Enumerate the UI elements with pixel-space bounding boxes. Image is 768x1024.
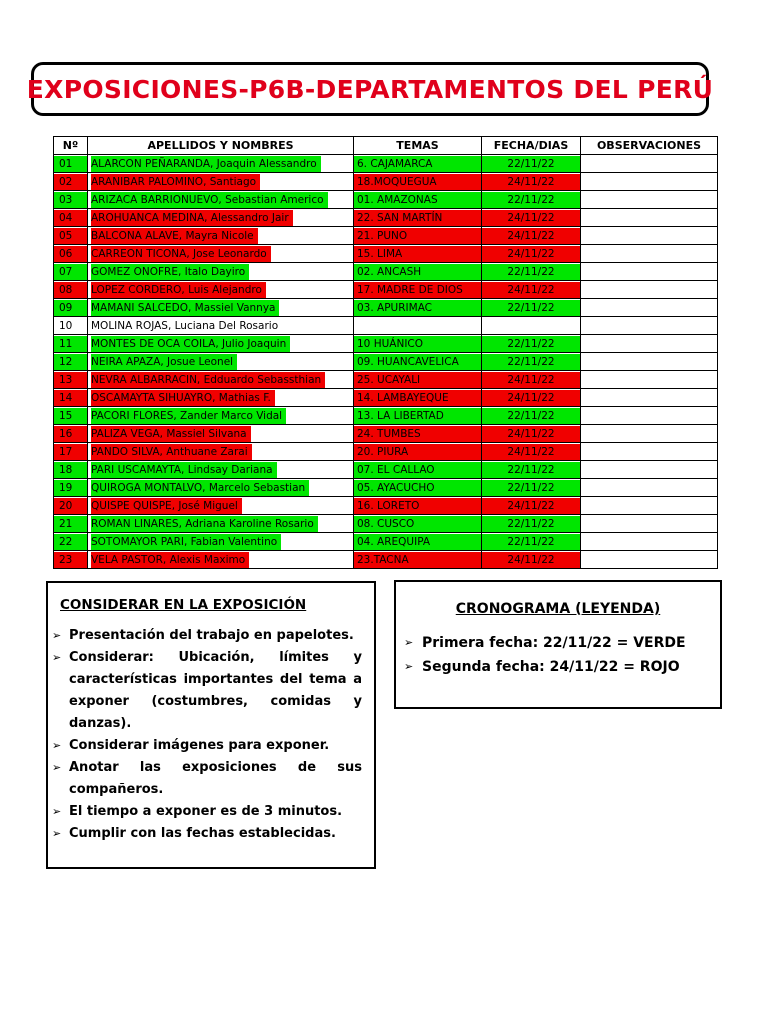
- table-row: [54, 227, 718, 245]
- arrow-bullet-icon: ➢: [52, 761, 62, 774]
- table-row: [54, 371, 718, 389]
- row-number: 11: [54, 336, 87, 352]
- row-fecha: 24/11/22: [482, 210, 580, 226]
- row-name-cell: [88, 444, 353, 460]
- row-tema: 23.TACNA: [354, 552, 481, 568]
- row-number: 01: [54, 156, 87, 172]
- row-name: MONTES DE OCA COILA, Julio Joaquin: [91, 336, 290, 352]
- row-number: 03: [54, 192, 87, 208]
- header-num: Nº: [54, 137, 88, 155]
- row-number: 21: [54, 516, 87, 532]
- row-obs: [581, 498, 717, 514]
- row-name-cell: [88, 282, 353, 298]
- row-number: 16: [54, 426, 87, 442]
- page-title: EXPOSICIONES-P6B-DEPARTAMENTOS DEL PERÚ: [26, 74, 714, 104]
- row-number: 04: [54, 210, 87, 226]
- considerar-box: [46, 581, 376, 869]
- row-number: 10: [59, 319, 73, 332]
- row-fecha: 24/11/22: [482, 426, 580, 442]
- row-number: 09: [54, 300, 87, 316]
- row-number: 07: [54, 264, 87, 280]
- table-row: [54, 245, 718, 263]
- row-obs: [581, 462, 717, 478]
- row-fecha: [482, 318, 580, 334]
- table-row: [54, 533, 718, 551]
- row-number: 05: [54, 228, 87, 244]
- row-name: OSCAMAYTA SIHUAYRO, Mathias F.: [91, 390, 275, 406]
- row-tema: 04. AREQUIPA: [354, 534, 481, 550]
- row-obs: [581, 408, 717, 424]
- row-name-cell: [88, 192, 353, 208]
- row-fecha: 22/11/22: [482, 534, 580, 550]
- cronograma-list: [404, 631, 720, 679]
- table-row: [54, 443, 718, 461]
- row-name-cell: [88, 534, 353, 550]
- row-tema: 16. LORETO: [354, 498, 481, 514]
- table-row: [54, 407, 718, 425]
- row-name: VELA PASTOR, Alexis Maximo: [91, 552, 249, 568]
- row-number: 20: [54, 498, 87, 514]
- row-tema: 20. PIURA: [354, 444, 481, 460]
- row-fecha: 24/11/22: [482, 174, 580, 190]
- row-number: 12: [54, 354, 87, 370]
- arrow-bullet-icon: ➢: [52, 651, 62, 664]
- row-name: ALARCON PEÑARANDA, Joaquin Alessandro: [91, 156, 321, 172]
- row-name-cell: [88, 300, 353, 316]
- row-name: PACORI FLORES, Zander Marco Vidal: [91, 408, 286, 424]
- row-obs: [581, 444, 717, 460]
- table-row: [54, 155, 718, 173]
- row-obs: [581, 552, 717, 568]
- row-tema: 15. LIMA: [354, 246, 481, 262]
- header-obs: OBSERVACIONES: [581, 137, 718, 155]
- table-row: [54, 299, 718, 317]
- row-name: PALIZA VEGA, Massiel Silvana: [91, 426, 251, 442]
- arrow-bullet-icon: ➢: [52, 827, 62, 840]
- row-obs: [581, 336, 717, 352]
- row-tema: 22. SAN MARTÍN: [354, 210, 481, 226]
- row-obs: [581, 246, 717, 262]
- row-obs: [581, 354, 717, 370]
- table-row: [54, 191, 718, 209]
- row-name-cell: [88, 516, 353, 532]
- row-name: MOLINA ROJAS, Luciana Del Rosario: [91, 319, 279, 332]
- table-body: [54, 155, 718, 569]
- row-name: PANDO SILVA, Anthuane Zarai: [91, 444, 252, 460]
- list-item: ➢ Presentación del trabajo en papelotes.: [52, 625, 362, 647]
- row-number: 06: [54, 246, 87, 262]
- row-name-cell: [88, 552, 353, 568]
- row-fecha: 22/11/22: [482, 300, 580, 316]
- row-tema: 02. ANCASH: [354, 264, 481, 280]
- row-name-cell: [88, 354, 353, 370]
- row-name-cell: [88, 156, 353, 172]
- table-row: [54, 281, 718, 299]
- row-obs: [581, 390, 717, 406]
- row-tema: 09. HUANCAVELICA: [354, 354, 481, 370]
- row-fecha: 24/11/22: [482, 390, 580, 406]
- row-name-cell: [88, 426, 353, 442]
- row-tema: 03. APURIMAC: [354, 300, 481, 316]
- considerar-list: [52, 625, 362, 845]
- list-item: ➢ Considerar: Ubicación, límites y características importantes del tema a exponer (costumbres, comidas y danzas).: [52, 647, 362, 735]
- header-fecha: FECHA/DIAS: [482, 137, 581, 155]
- row-name: ARIZACA BARRIONUEVO, Sebastian Americo: [91, 192, 328, 208]
- row-name: MAMANI SALCEDO, Massiel Vannya: [91, 300, 279, 316]
- row-fecha: 22/11/22: [482, 192, 580, 208]
- row-name-cell: [88, 336, 353, 352]
- row-name-cell: [88, 390, 353, 406]
- row-obs: [581, 174, 717, 190]
- row-tema: 10 HUÁNICO: [354, 336, 481, 352]
- row-fecha: 24/11/22: [482, 552, 580, 568]
- arrow-bullet-icon: ➢: [404, 636, 414, 649]
- row-obs: [581, 282, 717, 298]
- row-obs: [581, 156, 717, 172]
- list-item: ➢ El tiempo a exponer es de 3 minutos.: [52, 801, 362, 823]
- header-tema: TEMAS: [354, 137, 482, 155]
- row-fecha: 22/11/22: [482, 462, 580, 478]
- table-row: [54, 497, 718, 515]
- row-fecha: 22/11/22: [482, 336, 580, 352]
- row-obs: [581, 192, 717, 208]
- legend-item-green: ➢ Primera fecha: 22/11/22 = VERDE: [404, 631, 720, 655]
- row-name-cell: [88, 246, 353, 262]
- row-name: QUIROGA MONTALVO, Marcelo Sebastian: [91, 480, 309, 496]
- row-fecha: 22/11/22: [482, 516, 580, 532]
- table-row: [54, 173, 718, 191]
- row-tema: 07. EL CALLAO: [354, 462, 481, 478]
- table-row: [54, 389, 718, 407]
- row-tema: 14. LAMBAYEQUE: [354, 390, 481, 406]
- row-number: 02: [54, 174, 87, 190]
- title-box: [26, 62, 714, 116]
- row-obs: [581, 426, 717, 442]
- row-name-cell: [88, 210, 353, 226]
- cronograma-box: [394, 580, 722, 709]
- row-number: 18: [54, 462, 87, 478]
- row-obs: [581, 210, 717, 226]
- row-tema: 05. AYACUCHO: [354, 480, 481, 496]
- row-fecha: 24/11/22: [482, 498, 580, 514]
- row-number: 22: [54, 534, 87, 550]
- row-obs: [581, 534, 717, 550]
- table-row: [54, 263, 718, 281]
- row-name: LOPEZ CORDERO, Luis Alejandro: [91, 282, 266, 298]
- row-fecha: 22/11/22: [482, 354, 580, 370]
- table-header-row: [54, 137, 718, 155]
- row-tema: [354, 318, 481, 334]
- row-obs: [581, 264, 717, 280]
- row-name: AROHUANCA MEDINA, Alessandro Jair: [91, 210, 293, 226]
- table-row: [54, 353, 718, 371]
- list-item: ➢ Considerar imágenes para exponer.: [52, 735, 362, 757]
- row-name-cell: [88, 462, 353, 478]
- row-obs: [581, 318, 717, 334]
- row-name: NEIRA APAZA, Josue Leonel: [91, 354, 237, 370]
- arrow-bullet-icon: ➢: [52, 805, 62, 818]
- row-obs: [581, 300, 717, 316]
- header-name: APELLIDOS Y NOMBRES: [88, 137, 354, 155]
- row-name: ARANIBAR PALOMINO, Santiago: [91, 174, 260, 190]
- row-obs: [581, 372, 717, 388]
- row-tema: 24. TUMBES: [354, 426, 481, 442]
- row-name: PARI USCAMAYTA, Lindsay Dariana: [91, 462, 277, 478]
- row-tema: 21. PUNO: [354, 228, 481, 244]
- row-number: 14: [54, 390, 87, 406]
- row-fecha: 22/11/22: [482, 264, 580, 280]
- table-row: [54, 479, 718, 497]
- row-number: 08: [54, 282, 87, 298]
- row-fecha: 22/11/22: [482, 480, 580, 496]
- considerar-title: CONSIDERAR EN LA EXPOSICIÓN: [60, 597, 307, 613]
- row-number: 15: [54, 408, 87, 424]
- table-row: [54, 461, 718, 479]
- row-number: 23: [54, 552, 87, 568]
- list-item: ➢ Anotar las exposiciones de sus compañeros.: [52, 757, 362, 801]
- row-name: NEVRA ALBARRACIN, Edduardo Sebassthian: [91, 372, 325, 388]
- row-fecha: 24/11/22: [482, 246, 580, 262]
- row-name: QUISPE QUISPE, José Miguel: [91, 498, 242, 514]
- row-number: 19: [54, 480, 87, 496]
- row-tema: 25. UCAYALI: [354, 372, 481, 388]
- table-row: [54, 425, 718, 443]
- row-name-cell: [88, 264, 353, 280]
- table-row: [54, 209, 718, 227]
- row-tema: 13. LA LIBERTAD: [354, 408, 481, 424]
- row-fecha: 24/11/22: [482, 444, 580, 460]
- table-row: [54, 317, 718, 335]
- legend-item-red: ➢ Segunda fecha: 24/11/22 = ROJO: [404, 655, 720, 679]
- row-name-cell: [88, 372, 353, 388]
- row-tema: 01. AMAZONAS: [354, 192, 481, 208]
- row-name: CARREON TICONA, Jose Leonardo: [91, 246, 271, 262]
- row-number: 13: [54, 372, 87, 388]
- students-table: [53, 136, 718, 569]
- row-fecha: 24/11/22: [482, 372, 580, 388]
- row-name-cell: [88, 174, 353, 190]
- table-row: [54, 335, 718, 353]
- row-name-cell: [88, 480, 353, 496]
- arrow-bullet-icon: ➢: [52, 739, 62, 752]
- row-tema: 17. MADRE DE DIOS: [354, 282, 481, 298]
- row-obs: [581, 480, 717, 496]
- row-tema: 18.MOQUEGUA: [354, 174, 481, 190]
- row-obs: [581, 516, 717, 532]
- row-name: SOTOMAYOR PARI, Fabian Valentino: [91, 534, 281, 550]
- row-name-cell: [88, 408, 353, 424]
- row-number: 17: [54, 444, 87, 460]
- row-name-cell: [88, 228, 353, 244]
- row-name: GOMEZ ONOFRE, Italo Dayiro: [91, 264, 249, 280]
- row-tema: 08. CUSCO: [354, 516, 481, 532]
- table-row: [54, 551, 718, 569]
- row-fecha: 24/11/22: [482, 228, 580, 244]
- table-row: [54, 515, 718, 533]
- row-fecha: 22/11/22: [482, 156, 580, 172]
- arrow-bullet-icon: ➢: [404, 660, 414, 673]
- row-name-cell: [88, 498, 353, 514]
- arrow-bullet-icon: ➢: [52, 629, 62, 642]
- row-fecha: 22/11/22: [482, 408, 580, 424]
- row-name: BALCONA ALAVE, Mayra Nicole: [91, 228, 258, 244]
- row-tema: 6. CAJAMARCA: [354, 156, 481, 172]
- list-item: ➢ Cumplir con las fechas establecidas.: [52, 823, 362, 845]
- row-fecha: 24/11/22: [482, 282, 580, 298]
- row-obs: [581, 228, 717, 244]
- row-name: ROMAN LINARES, Adriana Karoline Rosario: [91, 516, 318, 532]
- cronograma-title: CRONOGRAMA (LEYENDA): [455, 601, 661, 617]
